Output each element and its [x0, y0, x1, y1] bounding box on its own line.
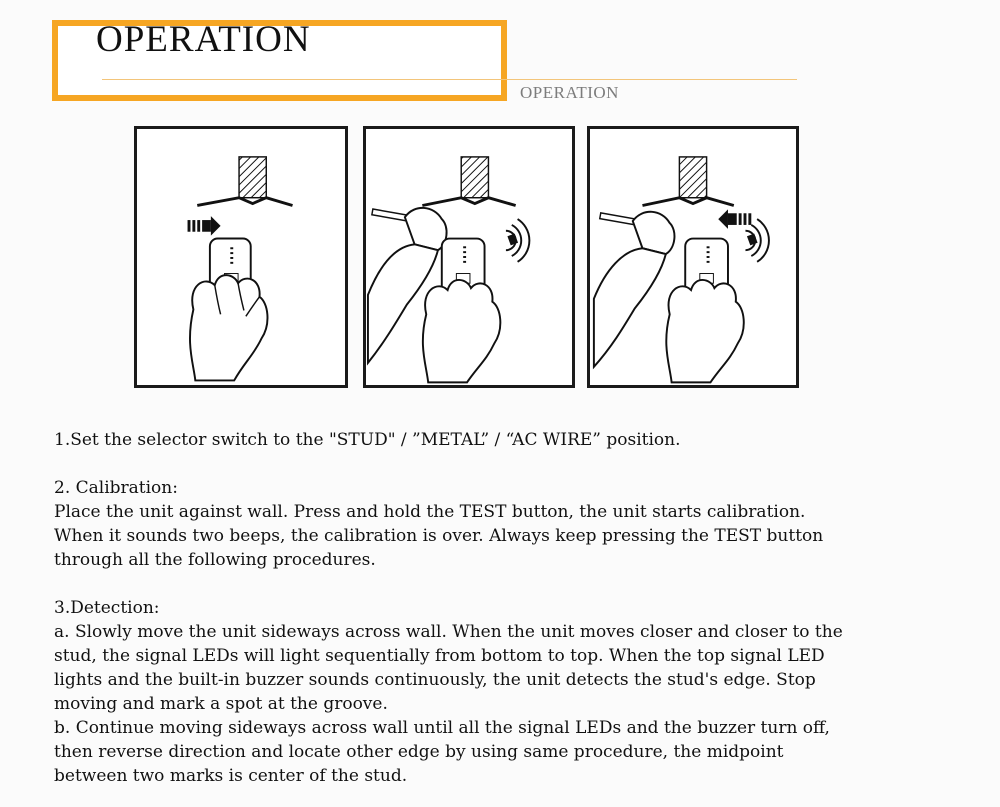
title-divider [102, 79, 797, 80]
instructions [54, 428, 954, 788]
step-3-line: moving and mark a spot at the groove. [54, 694, 388, 714]
step-3-line: stud, the signal LEDs will light sequentially from bottom to top. When the top signal LED [54, 646, 825, 666]
step-3-line: lights and the built-in buzzer sounds continuously, the unit detects the stud's edge. Stop [54, 670, 816, 690]
section-subtitle: OPERATION [520, 83, 619, 102]
step-1: 1.Set the selector switch to the "STUD" / ”METAL” / “AC WIRE” position. [54, 430, 681, 450]
hand-marking-wall-arrow-icon [590, 129, 796, 385]
illustration-panel-3 [587, 126, 799, 388]
step-3-line: between two marks is center of the stud. [54, 766, 408, 786]
illustration-panel-1 [134, 126, 348, 388]
step-3-line: then reverse direction and locate other edge by using same procedure, the midpoint [54, 742, 784, 762]
step-3-title: 3.Detection: [54, 598, 160, 618]
illustration-panel-2 [363, 126, 575, 388]
page-title: OPERATION [96, 19, 311, 60]
step-2-line: through all the following procedures. [54, 550, 376, 570]
step-3-line: b. Continue moving sideways across wall until all the signal LEDs and the buzzer turn off, [54, 718, 830, 738]
step-2-line: Place the unit against wall. Press and hold the TEST button, the unit starts calibration. [54, 502, 806, 522]
step-2-line: When it sounds two beeps, the calibration is over. Always keep pressing the TEST button [54, 526, 824, 546]
step-2-title: 2. Calibration: [54, 478, 178, 498]
hand-holding-stud-finder-icon [137, 129, 345, 385]
hand-marking-wall-icon [366, 129, 572, 385]
step-3-line: a. Slowly move the unit sideways across wall. When the unit moves closer and closer to the [54, 622, 843, 642]
